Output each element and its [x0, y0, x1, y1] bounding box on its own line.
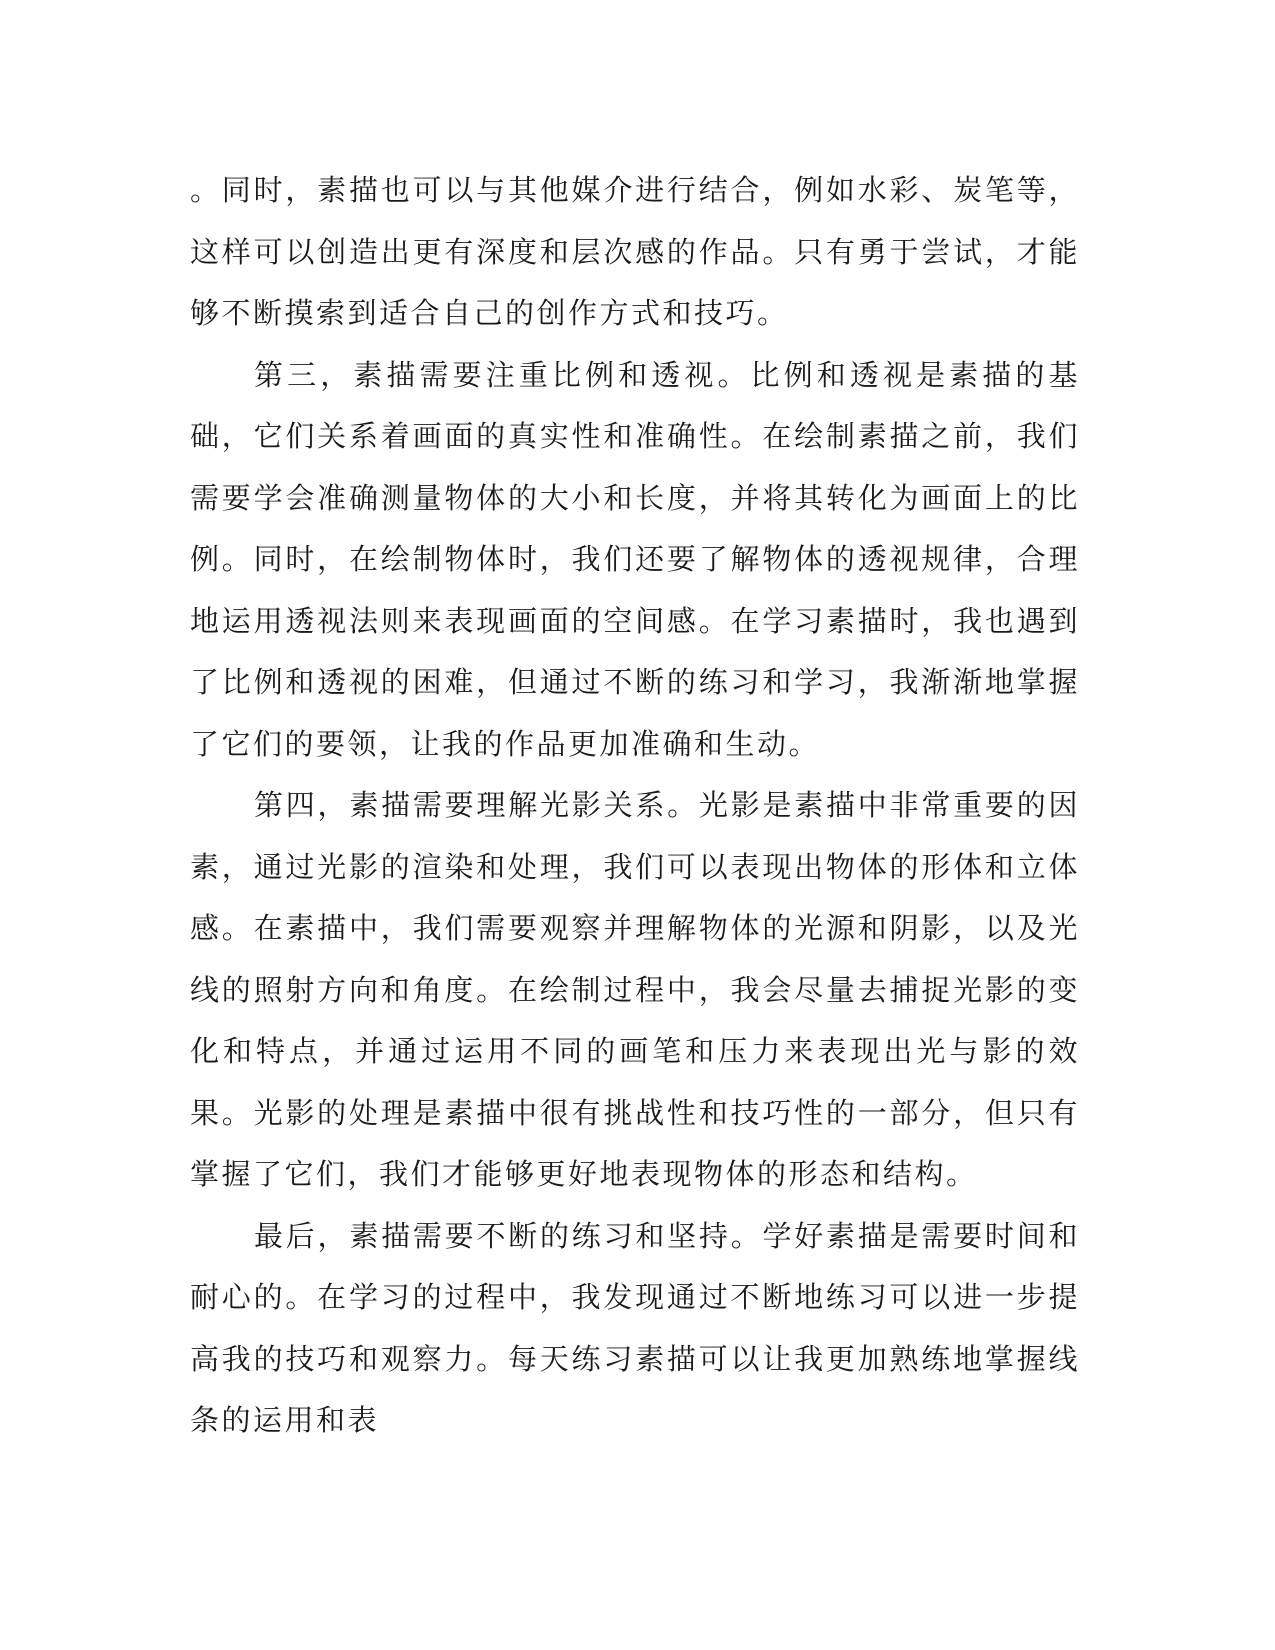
- paragraph-fourth-point: 第四，素描需要理解光影关系。光影是素描中非常重要的因素，通过光影的渲染和处理，我们可以表现出物体的形体和立体感。在素描中，我们需要观察并理解物体的光源和阴影，以及光线的照射方向和角度。在绘制过程中，我会尽量去捕捉光影的变化和特点，并通过运用不同的画笔和压力来表现出光与影的效果。光影的处理是素描中很有挑战性和技巧性的一部分，但只有掌握了它们，我们才能够更好地表现物体的形态和结构。: [190, 788, 1080, 1191]
- paragraph-third-point: 第三，素描需要注重比例和透视。比例和透视是素描的基础，它们关系着画面的真实性和准确性。在绘制素描之前，我们需要学会准确测量物体的大小和长度，并将其转化为画面上的比例。同时，在绘制物体时，我们还要了解物体的透视规律，合理地运用透视法则来表现画面的空间感。在学习素描时，我也遇到了比例和透视的困难，但通过不断的练习和学习，我渐渐地掌握了它们的要领，让我的作品更加准确和生动。: [190, 357, 1080, 761]
- body-text: [190, 160, 1080, 1452]
- paragraph-continuation: 。同时，素描也可以与其他媒介进行结合，例如水彩、炭笔等，这样可以创造出更有深度和层次感的作品。只有勇于尝试，才能够不断摸索到适合自己的创作方式和技巧。: [190, 173, 1080, 330]
- paragraph-final-point: 最后，素描需要不断的练习和坚持。学好素描是需要时间和耐心的。在学习的过程中，我发现通过不断地练习可以进一步提高我的技巧和观察力。每天练习素描可以让我更加熟练地掌握线条的运用和表: [190, 1218, 1080, 1437]
